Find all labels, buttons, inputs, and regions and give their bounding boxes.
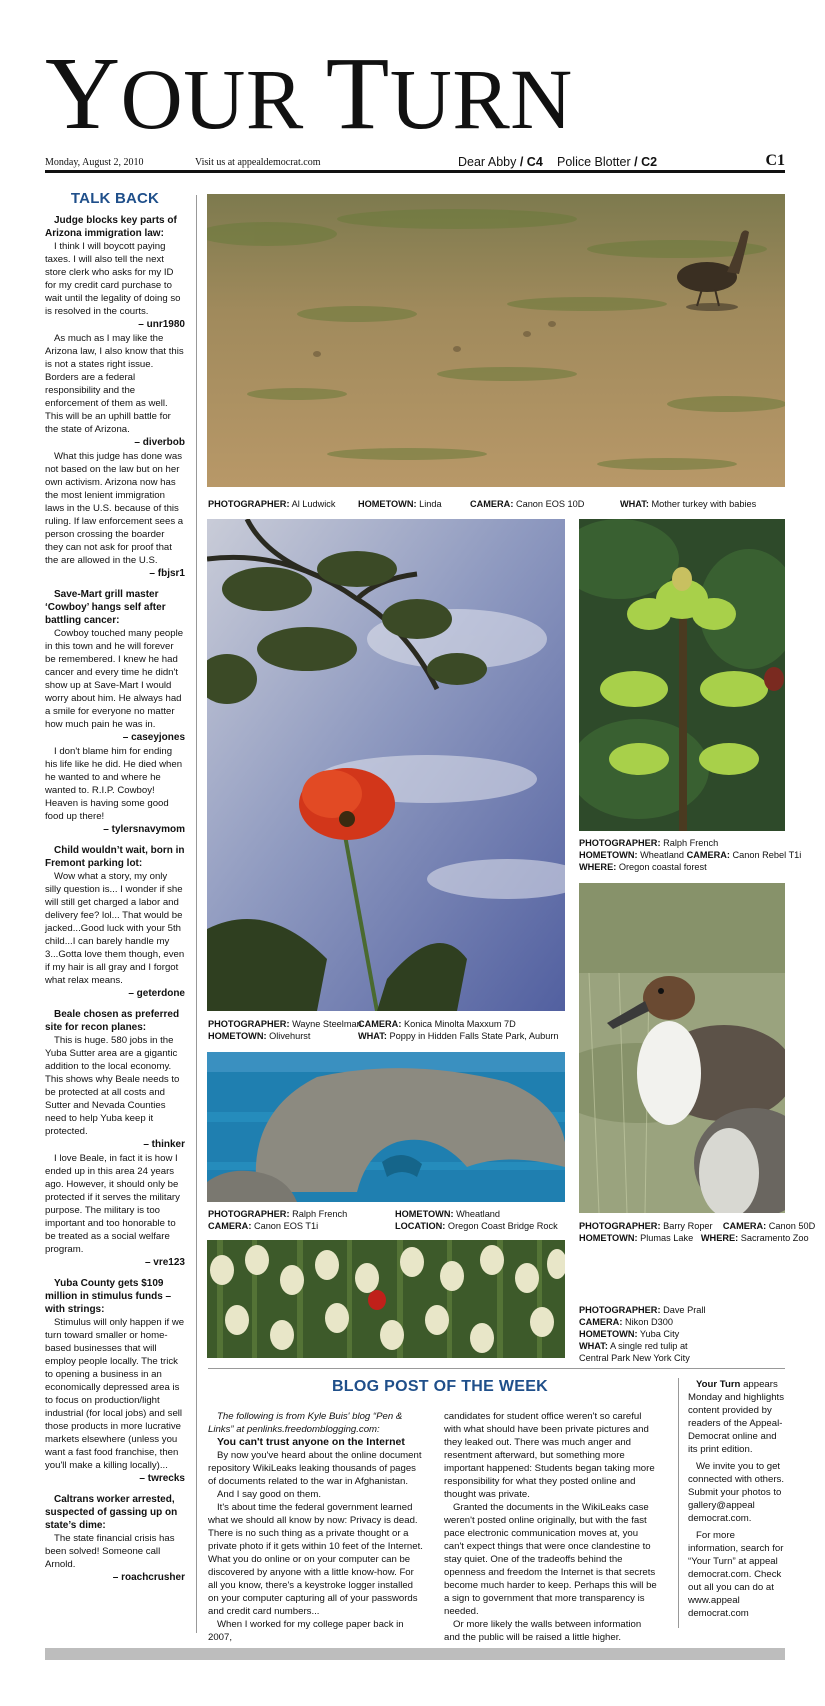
talk-back-username: – roachcrusher: [112, 1572, 185, 1583]
talk-back-headline[interactable]: Child wouldn’t wait, born in Fremont parking lot:: [45, 845, 185, 869]
photo-turkey: [207, 194, 785, 487]
talk-back-comment: Stimulus will only happen if we turn toward smaller or home-based businesses that will employ people locally. The trick to opening a business in an economically depressed area is to focus on production/light industrial (for local jobs) and sell those products in more lucrative markets elsewhere (unless you want a fast food franchise, then you'll make a killing locally)...: [45, 1317, 185, 1471]
red-tulip: [368, 1290, 386, 1310]
blog-paragraph: It's about time the federal government learned what we should all know by now: Privacy is dead. There is no such thing as a private thought or a private photo if it gets within 10 feet of the Internet. What you do online or on your computer can be discovered by anyone with a little know-how. For all you know, there's a keystroke logger installed on your computer capturing all of your passwords and credit card numbers...: [208, 1502, 423, 1617]
photo-poppy: [207, 519, 565, 1011]
talk-back-item: [45, 844, 185, 1000]
blog-paragraph: When I worked for my college paper back in 2007,: [208, 1619, 404, 1643]
photo-forest: [579, 519, 785, 831]
talk-back-username: – vre123: [144, 1257, 185, 1268]
talk-back-headline[interactable]: Caltrans worker arrested, suspected of gassing up on state’s dime:: [45, 1494, 178, 1531]
caption-forest: PHOTOGRAPHER: Ralph French HOMETOWN: Wheatland CAMERA: Canon Rebel T1i WHERE: Oregon coastal forest: [579, 838, 802, 872]
talk-back-headline[interactable]: Yuba County gets $109 million in stimulus funds – with strings:: [45, 1278, 172, 1315]
talk-back-title: TALK BACK: [70, 190, 160, 207]
talk-back-headline[interactable]: Beale chosen as preferred site for recon planes:: [45, 1009, 180, 1033]
talk-back-comment: The state financial crisis has been solved! Someone call Arnold.: [45, 1533, 175, 1570]
more-info-text: For more information, search for “Your Turn” at appeal democrat.com. Check out all you can do at www.appeal democrat.com: [688, 1530, 784, 1619]
blog-paragraph: By now you've heard about the online document repository WikiLeaks leaking thousands of pages of documents related to the war in Afghanistan.: [208, 1450, 422, 1487]
talk-back-username: – caseyjones: [122, 732, 185, 743]
talk-back-comment: Wow what a story, my only silly question is... I wonder if she will still get charged a labor and delivery fee? lol... That would be jacked...Good luck with your 5th child...I can barely handle my 3...Gotta love them though, even if my hair is all gray and I forgot what relax means.: [45, 871, 185, 986]
talk-back-headline[interactable]: Judge blocks key parts of Arizona immigration law:: [45, 215, 177, 239]
talk-back-comment: I love Beale, in fact it is how I ended up in this area 24 years ago. However, it should only be protected if it serves the military purpose. The military is too important and too honorable to be treated as a social welfare program.: [45, 1153, 180, 1255]
xref-dear-abby[interactable]: Dear Abby / C4: [458, 155, 543, 169]
talk-back-comment: Cowboy touched many people in this town and he will forever be remembered. I knew he had cancer and every time he didn't show up at Save-Mart I would worry about him. He always had a smile for everyone no matter how much pain he was in.: [45, 628, 184, 730]
blog-column-2: [444, 1410, 659, 1644]
talk-back-item: [45, 1493, 185, 1584]
issue-date: Monday, August 2, 2010: [45, 157, 144, 168]
talk-back-headline[interactable]: Save-Mart grill master ‘Cowboy’ hangs self after battling cancer:: [45, 589, 166, 626]
talk-back-username: – fbjsr1: [149, 568, 185, 579]
your-turn-info-box: Your Turn appears Monday and highlights content provided by readers of the Appeal-Democrat online and its print edition. We invite you to get connected with others. Submit your photos to gallery@appeal democrat.com. For more information, search for “Your Turn” at appeal democrat.com. Check out all you can do at www.appeal democrat.com: [688, 1379, 785, 1619]
website-link[interactable]: Visit us at appealdemocrat.com: [195, 157, 321, 168]
photo-bridge-rock: [207, 1052, 565, 1202]
talk-back-username: – twrecks: [139, 1473, 185, 1484]
masthead-title: YOUR TURN: [45, 36, 573, 151]
xref-police-blotter[interactable]: Police Blotter / C2: [557, 155, 658, 169]
caption-duck: PHOTOGRAPHER: Barry Roper CAMERA: Canon 50D HOMETOWN: Plumas Lake WHERE: Sacramento Zoo: [579, 1221, 816, 1243]
your-turn-name: Your Turn: [696, 1379, 741, 1390]
page-number: C1: [765, 152, 785, 169]
blog-intro: The following is from Kyle Buis' blog “Pen & Links” at penlinks.freedomblogging.com:: [208, 1411, 403, 1435]
blog-headline: You can't trust anyone on the Internet: [217, 1436, 405, 1448]
blog-title: BLOG POST OF THE WEEK: [331, 1378, 549, 1395]
talk-back-item: [45, 1277, 185, 1485]
talk-back-comment: As much as I may like the Arizona law, I also know that this is not a states right issue. Borders are a federal responsibility and the enforcement of them as well. This will be an uphill battle for the state of Arizona.: [45, 333, 184, 435]
talk-back-username: – geterdone: [128, 988, 185, 999]
talk-back-username: – tylersnavymom: [103, 824, 185, 835]
talk-back-item: [45, 1008, 185, 1269]
footer-bar: [45, 1648, 785, 1660]
talk-back-comment: What this judge has done was not based on the law but on her own activism. Arizona now has the most lenient immigration laws in the U.S. because of this ruling. If law enforcement sees a person crossing the boarder they can not ask for proof that the are allowed in the U.S.: [45, 451, 184, 566]
talk-back-comment: I don't blame him for ending his life like he did. He died when he wanted to and where he wanted to. R.I.P. Cowboy! Heaven is having some good food up there!: [45, 746, 183, 822]
blog-paragraph: Or more likely the walls between information and the public will be raised a little higher.: [444, 1619, 642, 1643]
poppy-flower: [299, 768, 395, 840]
blog-paragraph: And I say good on them.: [217, 1489, 321, 1500]
masthead-rule: [45, 170, 785, 173]
caption-tulips: PHOTOGRAPHER: Dave Prall CAMERA: Nikon D300 HOMETOWN: Yuba City WHAT: A single red tulip at Central Park New York City: [579, 1305, 706, 1363]
talk-back-item: [45, 214, 185, 580]
blog-column-1: [208, 1410, 423, 1644]
blog-rule: [208, 1368, 785, 1369]
talk-back-comment: This is huge. 580 jobs in the Yuba Sutter area are a gigantic addition to the local economy. This shows why Beale needs to be protected at all costs and Sutter and Nevada Counties need to help Yuba keep it protected.: [45, 1035, 180, 1137]
blog-paragraph: candidates for student office weren't so careful with what should have been private pictures and they leaked out. There was much anger and resentment afterward, but something more important happened: Students began taking more responsibility for what they posted online and thought was private.: [444, 1411, 655, 1500]
talk-back-item: [45, 588, 185, 836]
sidebar-divider: [196, 195, 197, 1633]
blog-paragraph: Granted the documents in the WikiLeaks case weren't posted online originally, but with the fast pace electronic communication moves at, you can't expect things that were once clandestine to stay quiet. One of the tradeoffs behind the openness and freedom the Internet is that secrets become much harder to keep. Perhaps this will be a sign to government that more transparency is needed.: [444, 1502, 657, 1617]
submit-photos-text: We invite you to get connected with others. Submit your photos to gallery@appeal democrat.com.: [688, 1461, 784, 1524]
talk-back-username: – thinker: [143, 1139, 185, 1150]
talk-back-username: – diverbob: [134, 437, 185, 448]
photo-tulips: [207, 1240, 565, 1358]
dateline: [45, 152, 785, 169]
talk-back-username: – unr1980: [138, 319, 185, 330]
blog-divider: [678, 1378, 679, 1628]
talk-back-comment: I think I will boycott paying taxes. I will also tell the next store clerk who asks for my ID for my credit card purchase to wait until the legality of doing so is resolved in the courts.: [45, 241, 181, 317]
talk-back-sidebar: [45, 192, 185, 1592]
photo-duck: [579, 883, 785, 1213]
